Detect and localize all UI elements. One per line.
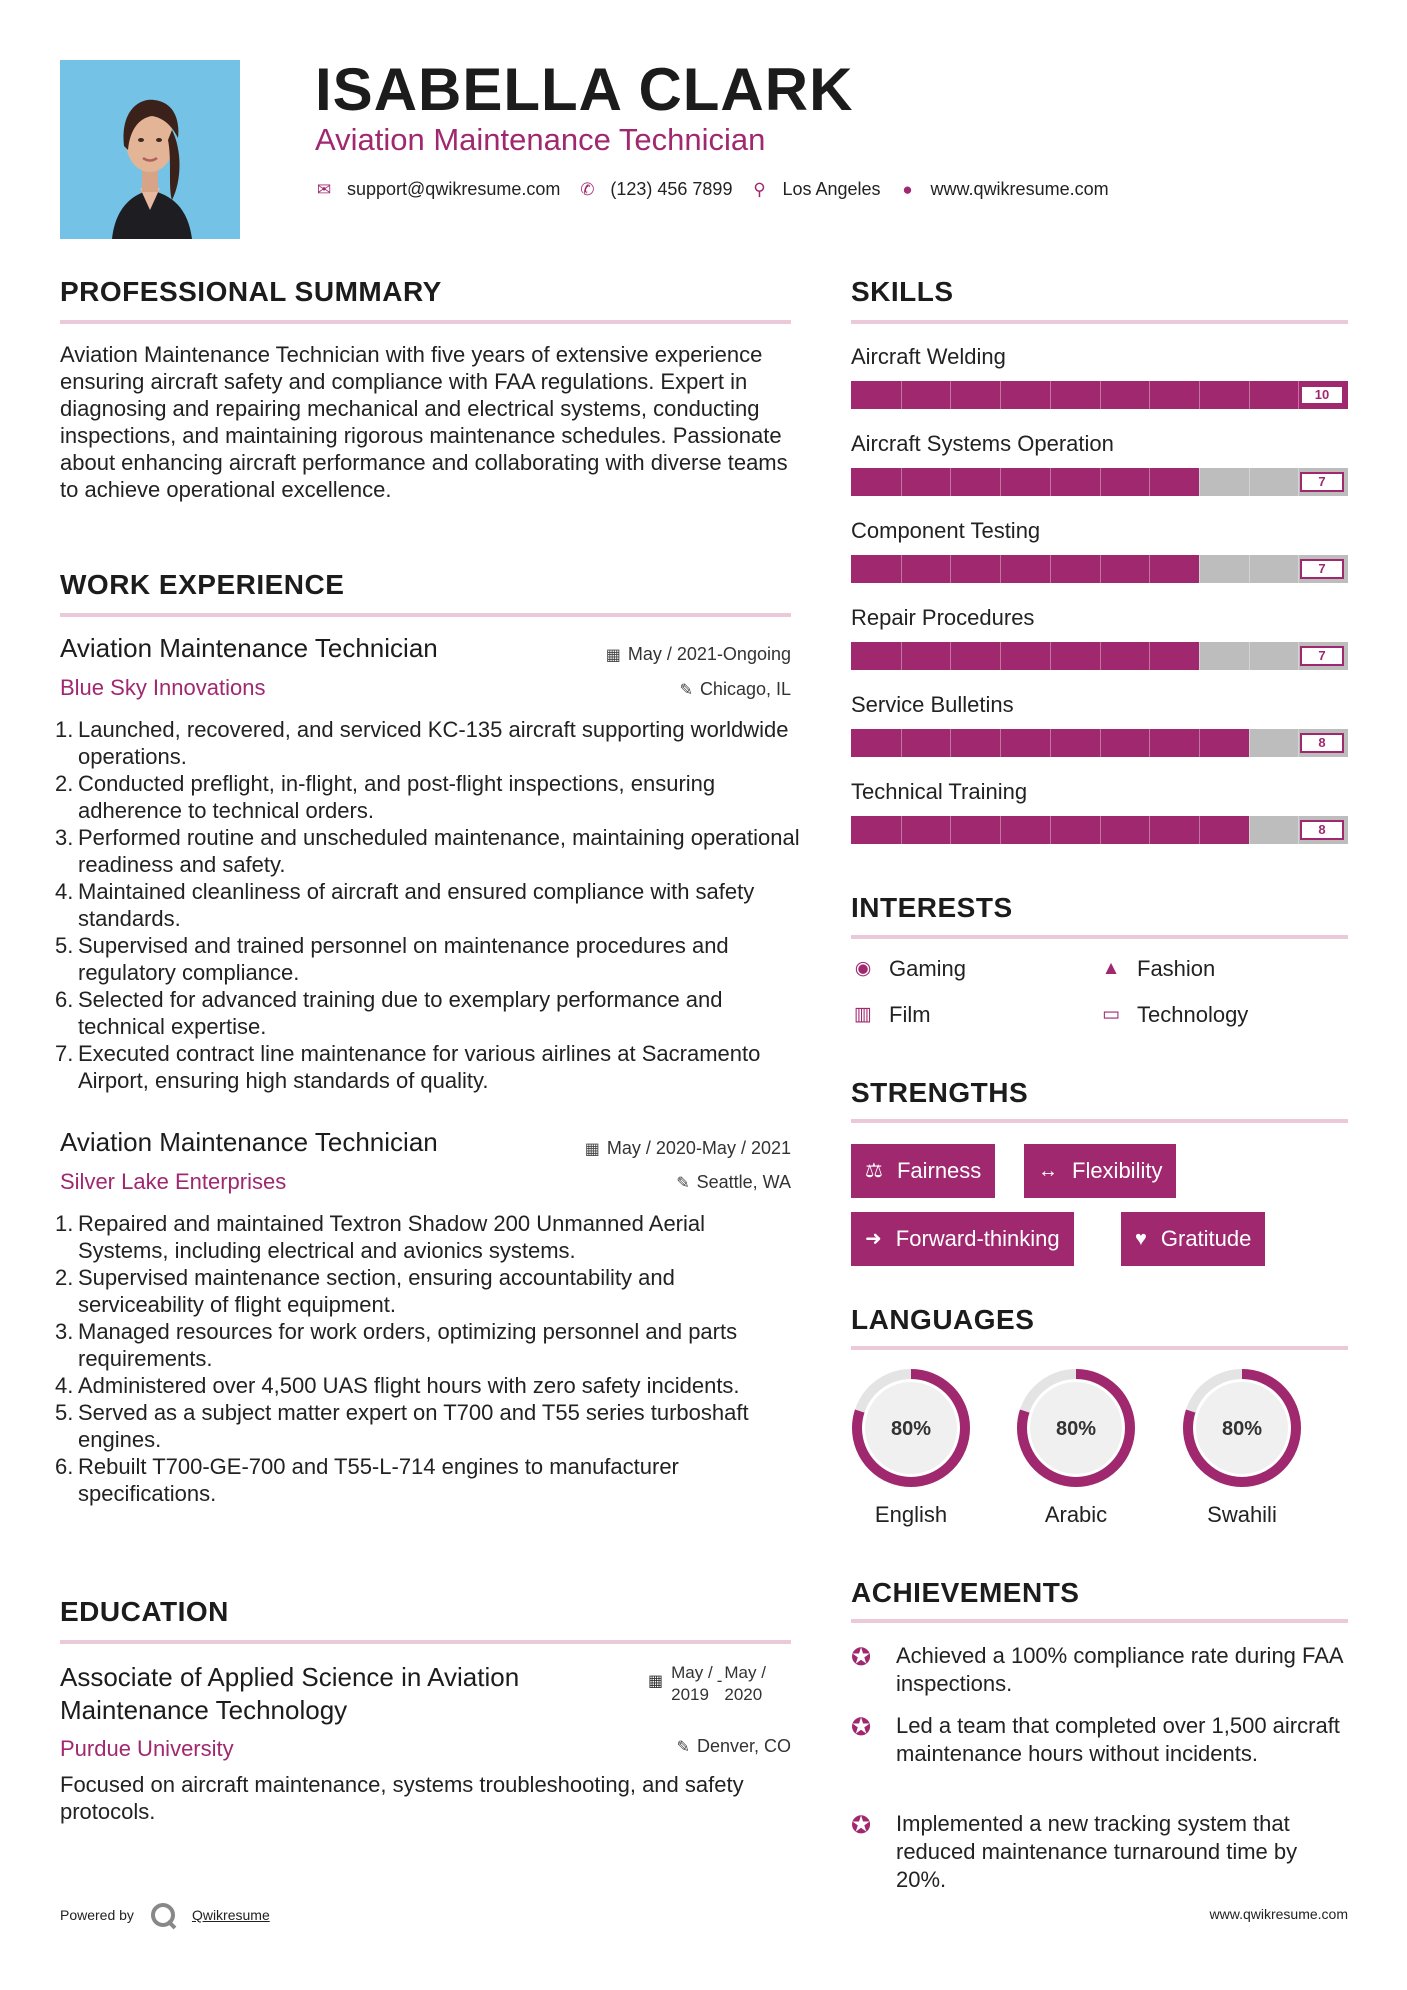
skill-bar-segment bbox=[1100, 816, 1101, 844]
map-pin-icon: ⚲ bbox=[753, 179, 766, 199]
skill-bar-segment bbox=[950, 729, 951, 757]
list-item: 1. Launched, recovered, and serviced KC-135 aircraft supporting worldwide operations. bbox=[55, 717, 789, 769]
heart-icon: ♥ bbox=[1135, 1228, 1147, 1250]
interests-heading: INTERESTS bbox=[851, 892, 1013, 923]
language-item bbox=[849, 1366, 973, 1528]
strength-tag: ↔ Flexibility bbox=[1024, 1144, 1176, 1198]
shopping-bag-icon: ▲ bbox=[1101, 958, 1121, 979]
achievements-divider bbox=[851, 1619, 1348, 1623]
skill-bar-segment bbox=[1100, 642, 1101, 670]
skill-bar-segment bbox=[1100, 468, 1101, 496]
contact-location: Los Angeles bbox=[782, 179, 881, 199]
skill-bar-segment bbox=[901, 555, 902, 583]
interest-item: ▲ Fashion bbox=[1099, 956, 1215, 982]
interests-divider bbox=[851, 935, 1348, 939]
skill-level-badge: 10 bbox=[1300, 385, 1344, 405]
skill-bar-fill bbox=[851, 642, 1199, 670]
contact-website[interactable]: www.qwikresume.com bbox=[930, 179, 1109, 199]
skill-bar bbox=[851, 816, 1348, 844]
language-name: Swahili bbox=[1207, 1502, 1277, 1527]
skill-bar-segment bbox=[1000, 381, 1001, 409]
skill-bar-segment bbox=[1149, 816, 1150, 844]
strength-tag: ⚖ Fairness bbox=[851, 1144, 995, 1198]
skill-bar-segment bbox=[950, 381, 951, 409]
achievements-heading: ACHIEVEMENTS bbox=[851, 1577, 1080, 1608]
skill-name: Aircraft Welding bbox=[851, 344, 1006, 369]
contact-bar bbox=[315, 179, 1127, 200]
list-item: 4. Administered over 4,500 UAS flight hours with zero safety incidents. bbox=[55, 1373, 740, 1398]
globe-icon: ● bbox=[902, 179, 913, 199]
star-medal-icon: ✪ bbox=[851, 1812, 872, 1839]
footer-website[interactable]: www.qwikresume.com bbox=[1209, 1906, 1348, 1922]
language-percent: 80% bbox=[1221, 1418, 1263, 1440]
skill-bar-segment bbox=[1050, 642, 1051, 670]
skill-bar-segment bbox=[1249, 555, 1250, 583]
job-location bbox=[676, 1171, 791, 1195]
film-icon: ▥ bbox=[854, 1004, 872, 1025]
job-bullets bbox=[55, 1210, 800, 1507]
job-company: Blue Sky Innovations bbox=[60, 675, 266, 700]
footer-powered-by: Powered by Qwikresume bbox=[60, 1900, 270, 1930]
summary-text: Aviation Maintenance Technician with five years of extensive experience ensuring aircraft safety and compliance with FAA regulations. Expert in diagnosing and repairing mechanical and electrical systems, conducting inspections, and maintaining rigorous maintenance schedules. Passionate about enhancing aircraft performance and collaborating with diverse teams to achieve operational excellence. bbox=[60, 342, 788, 502]
skill-bar-segment bbox=[1100, 729, 1101, 757]
job-dates-text: May / 2020-May / 2021 bbox=[606, 1138, 791, 1158]
skill-name: Repair Procedures bbox=[851, 605, 1035, 630]
job-location-text: Chicago, IL bbox=[699, 679, 791, 699]
list-item: 2. Supervised maintenance section, ensuring accountability and serviceability of flight equipment. bbox=[55, 1265, 675, 1317]
candidate-name: ISABELLA CLARK bbox=[315, 56, 854, 123]
achievement-item: ✪ Led a team that completed over 1,500 aircraft maintenance hours without incidents. bbox=[851, 1713, 1340, 1766]
gamepad-icon: ◉ bbox=[854, 958, 872, 979]
skill-bar-segment bbox=[1149, 555, 1150, 583]
arrow-right-icon: ➜ bbox=[865, 1228, 882, 1250]
star-medal-icon: ✪ bbox=[851, 1644, 872, 1671]
arrows-horizontal-icon: ↔ bbox=[1038, 1160, 1058, 1182]
qwikresume-link[interactable]: Qwikresume bbox=[191, 1907, 270, 1923]
star-medal-icon: ✪ bbox=[851, 1714, 872, 1741]
pushpin-icon: ✎ bbox=[679, 682, 693, 699]
skill-bar-segment bbox=[1000, 816, 1001, 844]
experience-divider bbox=[60, 613, 791, 617]
language-percent: 80% bbox=[1055, 1418, 1097, 1440]
job-location-text: Seattle, WA bbox=[696, 1172, 791, 1192]
language-ring bbox=[1180, 1366, 1304, 1490]
education-location bbox=[677, 1735, 791, 1759]
skill-bar-segment bbox=[901, 468, 902, 496]
skill-bar-fill bbox=[851, 555, 1199, 583]
skill-level-badge: 8 bbox=[1300, 820, 1344, 840]
education-date-end: May / 2020 bbox=[724, 1663, 766, 1704]
skill-bar-segment bbox=[1249, 468, 1250, 496]
achievement-item: ✪ Achieved a 100% compliance rate during FAA inspections. bbox=[851, 1643, 1343, 1696]
skill-bar bbox=[851, 642, 1348, 670]
skill-bar-segment bbox=[1249, 816, 1250, 844]
skill-bar-segment bbox=[1199, 642, 1200, 670]
job-dates-text: May / 2021-Ongoing bbox=[627, 644, 791, 664]
pushpin-icon: ✎ bbox=[676, 1739, 690, 1756]
skill-bar-segment bbox=[1149, 468, 1150, 496]
skill-bar-segment bbox=[1000, 729, 1001, 757]
skill-bar-fill bbox=[851, 468, 1199, 496]
contact-phone[interactable]: (123) 456 7899 bbox=[610, 179, 733, 199]
interest-item: ▭ Technology bbox=[1099, 1002, 1248, 1028]
skill-level-badge: 8 bbox=[1300, 733, 1344, 753]
skill-level-badge: 7 bbox=[1300, 559, 1344, 579]
pushpin-icon: ✎ bbox=[676, 1175, 690, 1192]
skill-bar-segment bbox=[901, 381, 902, 409]
education-heading: EDUCATION bbox=[60, 1596, 229, 1627]
skill-bar-segment bbox=[1050, 468, 1051, 496]
experience-heading: WORK EXPERIENCE bbox=[60, 569, 345, 600]
skill-level-badge: 7 bbox=[1300, 646, 1344, 666]
balance-scale-icon: ⚖ bbox=[865, 1160, 883, 1182]
education-dates bbox=[648, 1662, 766, 1706]
job-dates bbox=[585, 1137, 791, 1161]
strength-tag: ♥ Gratitude bbox=[1121, 1212, 1265, 1266]
language-item bbox=[1014, 1366, 1138, 1528]
skill-bar-segment bbox=[1050, 729, 1051, 757]
skill-bar-segment bbox=[901, 816, 902, 844]
qwikresume-logo-icon bbox=[148, 1900, 178, 1930]
skill-bar-segment bbox=[1249, 642, 1250, 670]
job-location bbox=[680, 678, 791, 702]
job-title: Aviation Maintenance Technician bbox=[60, 633, 438, 663]
degree-title: Associate of Applied Science in Aviation Maintenance Technology bbox=[60, 1662, 520, 1725]
skill-bar-segment bbox=[1199, 729, 1200, 757]
summary-divider bbox=[60, 320, 791, 324]
skill-name: Aircraft Systems Operation bbox=[851, 431, 1114, 456]
skill-bar-segment bbox=[950, 468, 951, 496]
candidate-role: Aviation Maintenance Technician bbox=[315, 122, 766, 157]
strengths-divider bbox=[851, 1119, 1348, 1123]
skill-bar-segment bbox=[950, 816, 951, 844]
job-company: Silver Lake Enterprises bbox=[60, 1169, 287, 1194]
skill-bar-segment bbox=[1199, 555, 1200, 583]
calendar-icon: ▦ bbox=[584, 1141, 600, 1158]
language-ring bbox=[849, 1366, 973, 1490]
skill-bar-segment bbox=[1149, 729, 1150, 757]
list-item: 3. Performed routine and unscheduled maintenance, maintaining operational readiness and safety. bbox=[55, 825, 800, 877]
skill-bar-segment bbox=[901, 642, 902, 670]
skill-bar-segment bbox=[1249, 729, 1250, 757]
interest-item: ▥ Film bbox=[851, 1002, 931, 1028]
skill-name: Component Testing bbox=[851, 518, 1041, 543]
envelope-icon: ✉ bbox=[316, 179, 332, 199]
skills-divider bbox=[851, 320, 1348, 324]
list-item: 6. Rebuilt T700-GE-700 and T55-L-714 engines to manufacturer specifications. bbox=[55, 1454, 679, 1506]
skill-bar-segment bbox=[1100, 555, 1101, 583]
skill-bar-segment bbox=[1000, 468, 1001, 496]
skill-bar-segment bbox=[1149, 642, 1150, 670]
skill-bar bbox=[851, 381, 1348, 409]
skill-bar bbox=[851, 729, 1348, 757]
language-name: Arabic bbox=[1044, 1502, 1108, 1527]
list-item: 3. Managed resources for work orders, optimizing personnel and parts requirements. bbox=[55, 1319, 738, 1371]
language-percent: 80% bbox=[890, 1418, 932, 1440]
summary-heading: PROFESSIONAL SUMMARY bbox=[60, 276, 442, 307]
skill-bar-segment bbox=[1050, 816, 1051, 844]
skill-bar-segment bbox=[1249, 381, 1250, 409]
education-date-separator: - bbox=[716, 1671, 723, 1690]
achievement-item: ✪ Implemented a new tracking system that reduced maintenance turnaround time by 20%. bbox=[851, 1811, 1298, 1892]
language-ring bbox=[1014, 1366, 1138, 1490]
list-item: 7. Executed contract line maintenance for various airlines at Sacramento Airport, ensuring high standards of quality. bbox=[55, 1041, 761, 1093]
education-divider bbox=[60, 1640, 791, 1644]
skill-bar-segment bbox=[1199, 816, 1200, 844]
skill-bar-segment bbox=[901, 729, 902, 757]
skill-bar-segment bbox=[950, 555, 951, 583]
job-title: Aviation Maintenance Technician bbox=[60, 1127, 438, 1157]
education-school: Purdue University bbox=[60, 1736, 234, 1761]
skill-bar-segment bbox=[1000, 642, 1001, 670]
skill-bar-segment bbox=[1100, 381, 1101, 409]
skill-bar bbox=[851, 468, 1348, 496]
skill-bar-segment bbox=[1199, 468, 1200, 496]
list-item: 2. Conducted preflight, in-flight, and post-flight inspections, ensuring adherence to technical orders. bbox=[55, 771, 716, 823]
skill-bar-segment bbox=[1199, 381, 1200, 409]
profile-photo bbox=[60, 60, 240, 239]
list-item: 6. Selected for advanced training due to exemplary performance and technical expertise. bbox=[55, 987, 723, 1039]
skill-bar-segment bbox=[1000, 555, 1001, 583]
interest-item: ◉ Gaming bbox=[851, 956, 966, 982]
education-description: Focused on aircraft maintenance, systems troubleshooting, and safety protocols. bbox=[60, 1772, 744, 1824]
education-location-text: Denver, CO bbox=[696, 1736, 791, 1756]
list-item: 5. Served as a subject matter expert on T700 and T55 series turboshaft engines. bbox=[55, 1400, 749, 1452]
languages-divider bbox=[851, 1346, 1348, 1350]
skill-name: Service Bulletins bbox=[851, 692, 1014, 717]
language-item bbox=[1180, 1366, 1304, 1528]
list-item: 1. Repaired and maintained Textron Shadow 200 Unmanned Aerial Systems, including electrical and avionics systems. bbox=[55, 1211, 706, 1263]
calendar-icon: ▦ bbox=[648, 1673, 664, 1690]
phone-icon: ✆ bbox=[580, 179, 595, 199]
list-item: 4. Maintained cleanliness of aircraft and ensured compliance with safety standards. bbox=[55, 879, 755, 931]
calendar-icon: ▦ bbox=[605, 647, 621, 664]
strength-tag: ➜ Forward-thinking bbox=[851, 1212, 1074, 1266]
laptop-icon: ▭ bbox=[1102, 1004, 1120, 1025]
skill-bar bbox=[851, 555, 1348, 583]
skill-bar-segment bbox=[1050, 555, 1051, 583]
skill-level-badge: 7 bbox=[1300, 472, 1344, 492]
list-item: 5. Supervised and trained personnel on maintenance procedures and regulatory compliance. bbox=[55, 933, 729, 985]
languages-heading: LANGUAGES bbox=[851, 1304, 1035, 1335]
skill-name: Technical Training bbox=[851, 779, 1028, 804]
skill-bar-segment bbox=[1149, 381, 1150, 409]
job-dates bbox=[606, 643, 791, 667]
language-name: English bbox=[874, 1502, 948, 1527]
job-bullets bbox=[55, 716, 800, 1094]
skill-bar-segment bbox=[950, 642, 951, 670]
education-date-start: May / 2019 bbox=[671, 1663, 713, 1704]
strengths-heading: STRENGTHS bbox=[851, 1077, 1029, 1108]
skills-heading: SKILLS bbox=[851, 276, 954, 307]
contact-email[interactable]: support@qwikresume.com bbox=[347, 179, 561, 199]
skill-bar-segment bbox=[1050, 381, 1051, 409]
